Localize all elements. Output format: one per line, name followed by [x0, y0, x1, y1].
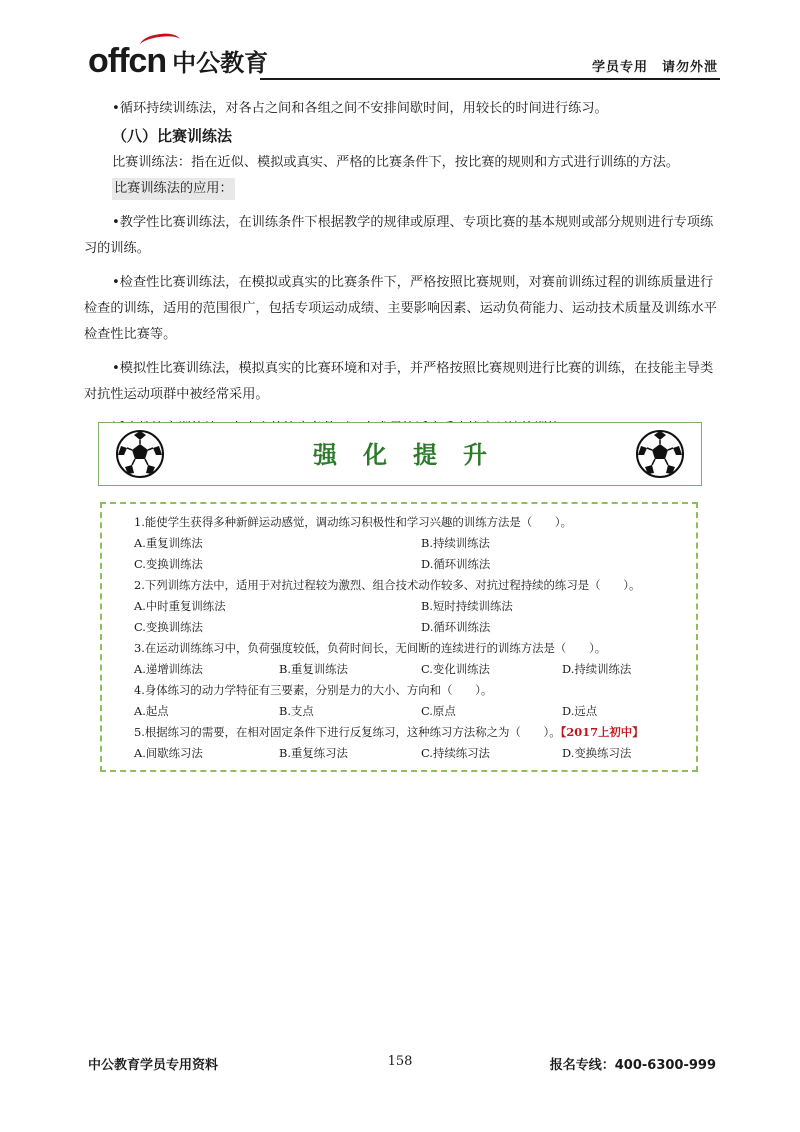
question-1-options-row2 [134, 554, 694, 574]
paragraph-teaching-method: •教学性比赛训练法，在训练条件下根据教学的规律或原理、专项比赛的基本规则或部分规则进行专项练习的训练。 [84, 215, 714, 256]
question-1-options-row1 [134, 533, 694, 553]
question-5-options [134, 743, 694, 763]
option-a: A.起点 [134, 704, 169, 718]
option-c: C.原点 [421, 704, 456, 718]
option-b: B.短时持续训练法 [421, 599, 513, 613]
question-3-stem: 3.在运动训练练习中，负荷强度较低，负荷时间长，无间断的连续进行的训练方法是（ ）。 [134, 641, 607, 655]
option-d: D.持续训练法 [562, 662, 632, 676]
option-a: A.中时重复训练法 [134, 599, 226, 613]
footer-brand-note: 中公教育学员专用资料 [88, 1058, 219, 1073]
option-c: C.变换训练法 [134, 620, 203, 634]
paragraph-circuit-training: •循环持续训练法，对各占之间和各组之间不安排间歇时间，用较长的时间进行练习。 [112, 101, 608, 116]
question-5-text: 5.根据练习的需要，在相对固定条件下进行反复练习，这种练习方法称之为（ ）。 [134, 725, 561, 739]
question-2-options-row1 [134, 596, 694, 616]
option-d: D.循环训练法 [421, 557, 491, 571]
footer-hotline: 报名专线：400-6300-999 [549, 1058, 716, 1073]
option-b: B.重复训练法 [279, 662, 348, 676]
practice-banner [98, 422, 702, 486]
paragraph-definition: 比赛训练法：指在近似、模拟或真实、严格的比赛条件下，按比赛的规则和方式进行训练的方法。 [112, 155, 680, 170]
logo-wordmark: offcn [88, 44, 166, 78]
main-content [84, 96, 720, 442]
header-tagline: 学员专用 请勿外泄 [591, 60, 718, 75]
option-c: C.持续练习法 [421, 746, 490, 760]
page-header [88, 36, 720, 80]
question-2-stem: 2.下列训练方法中，适用于对抗过程较为激烈、组合技术动作较多、对抗过程持续的练习是（ ）。 [134, 578, 641, 592]
section-heading: （八）比赛训练法 [112, 127, 233, 145]
exam-source-tag: 【2017上初中】 [560, 725, 644, 739]
question-1-stem: 1.能使学生获得多种新鲜运动感觉，调动练习积极性和学习兴趣的训练方法是（ ）。 [134, 515, 573, 529]
option-c: C.变换训练法 [134, 557, 203, 571]
logo-chinese-name: 中公教育 [172, 49, 269, 77]
banner-title: 强化提升 [313, 440, 513, 469]
option-d: D.变换练习法 [562, 746, 632, 760]
paragraph-inspection-method: •检查性比赛训练法，在模拟或真实的比赛条件下，严格按照比赛规则，对赛前训练过程的训练质量进行检查的训练，适用的范围很广，包括专项运动成绩、主要影响因素、运动负荷能力、运动技术质量及训练水平检查性比赛等。 [84, 275, 717, 342]
option-a: A.重复训练法 [134, 536, 203, 550]
soccer-ball-icon [635, 429, 685, 479]
option-b: B.重复练习法 [279, 746, 348, 760]
header-divider [260, 78, 720, 80]
quiz-box [100, 502, 698, 772]
question-4-options [134, 701, 694, 721]
question-3-options [134, 659, 694, 679]
option-c: C.变化训练法 [421, 662, 490, 676]
option-d: D.循环训练法 [421, 620, 491, 634]
question-4-stem: 4.身体练习的动力学特征有三要素，分别是力的大小、方向和（ ）。 [134, 683, 493, 697]
option-a: A.递增训练法 [134, 662, 203, 676]
option-b: B.持续训练法 [421, 536, 490, 550]
highlighted-subheading: 比赛训练法的应用： [112, 178, 235, 200]
option-d: D.远点 [562, 704, 598, 718]
question-2-options-row2 [134, 617, 694, 637]
option-a: A.间歇练习法 [134, 746, 203, 760]
question-5-stem [134, 722, 694, 742]
brand-logo [88, 38, 268, 78]
paragraph-simulation-method: •模拟性比赛训练法，模拟真实的比赛环境和对手，并严格按照比赛规则进行比赛的训练，在技能主导类对抗性运动项群中被经常采用。 [84, 361, 714, 402]
page-number: 158 [387, 1054, 413, 1069]
option-b: B.支点 [279, 704, 314, 718]
